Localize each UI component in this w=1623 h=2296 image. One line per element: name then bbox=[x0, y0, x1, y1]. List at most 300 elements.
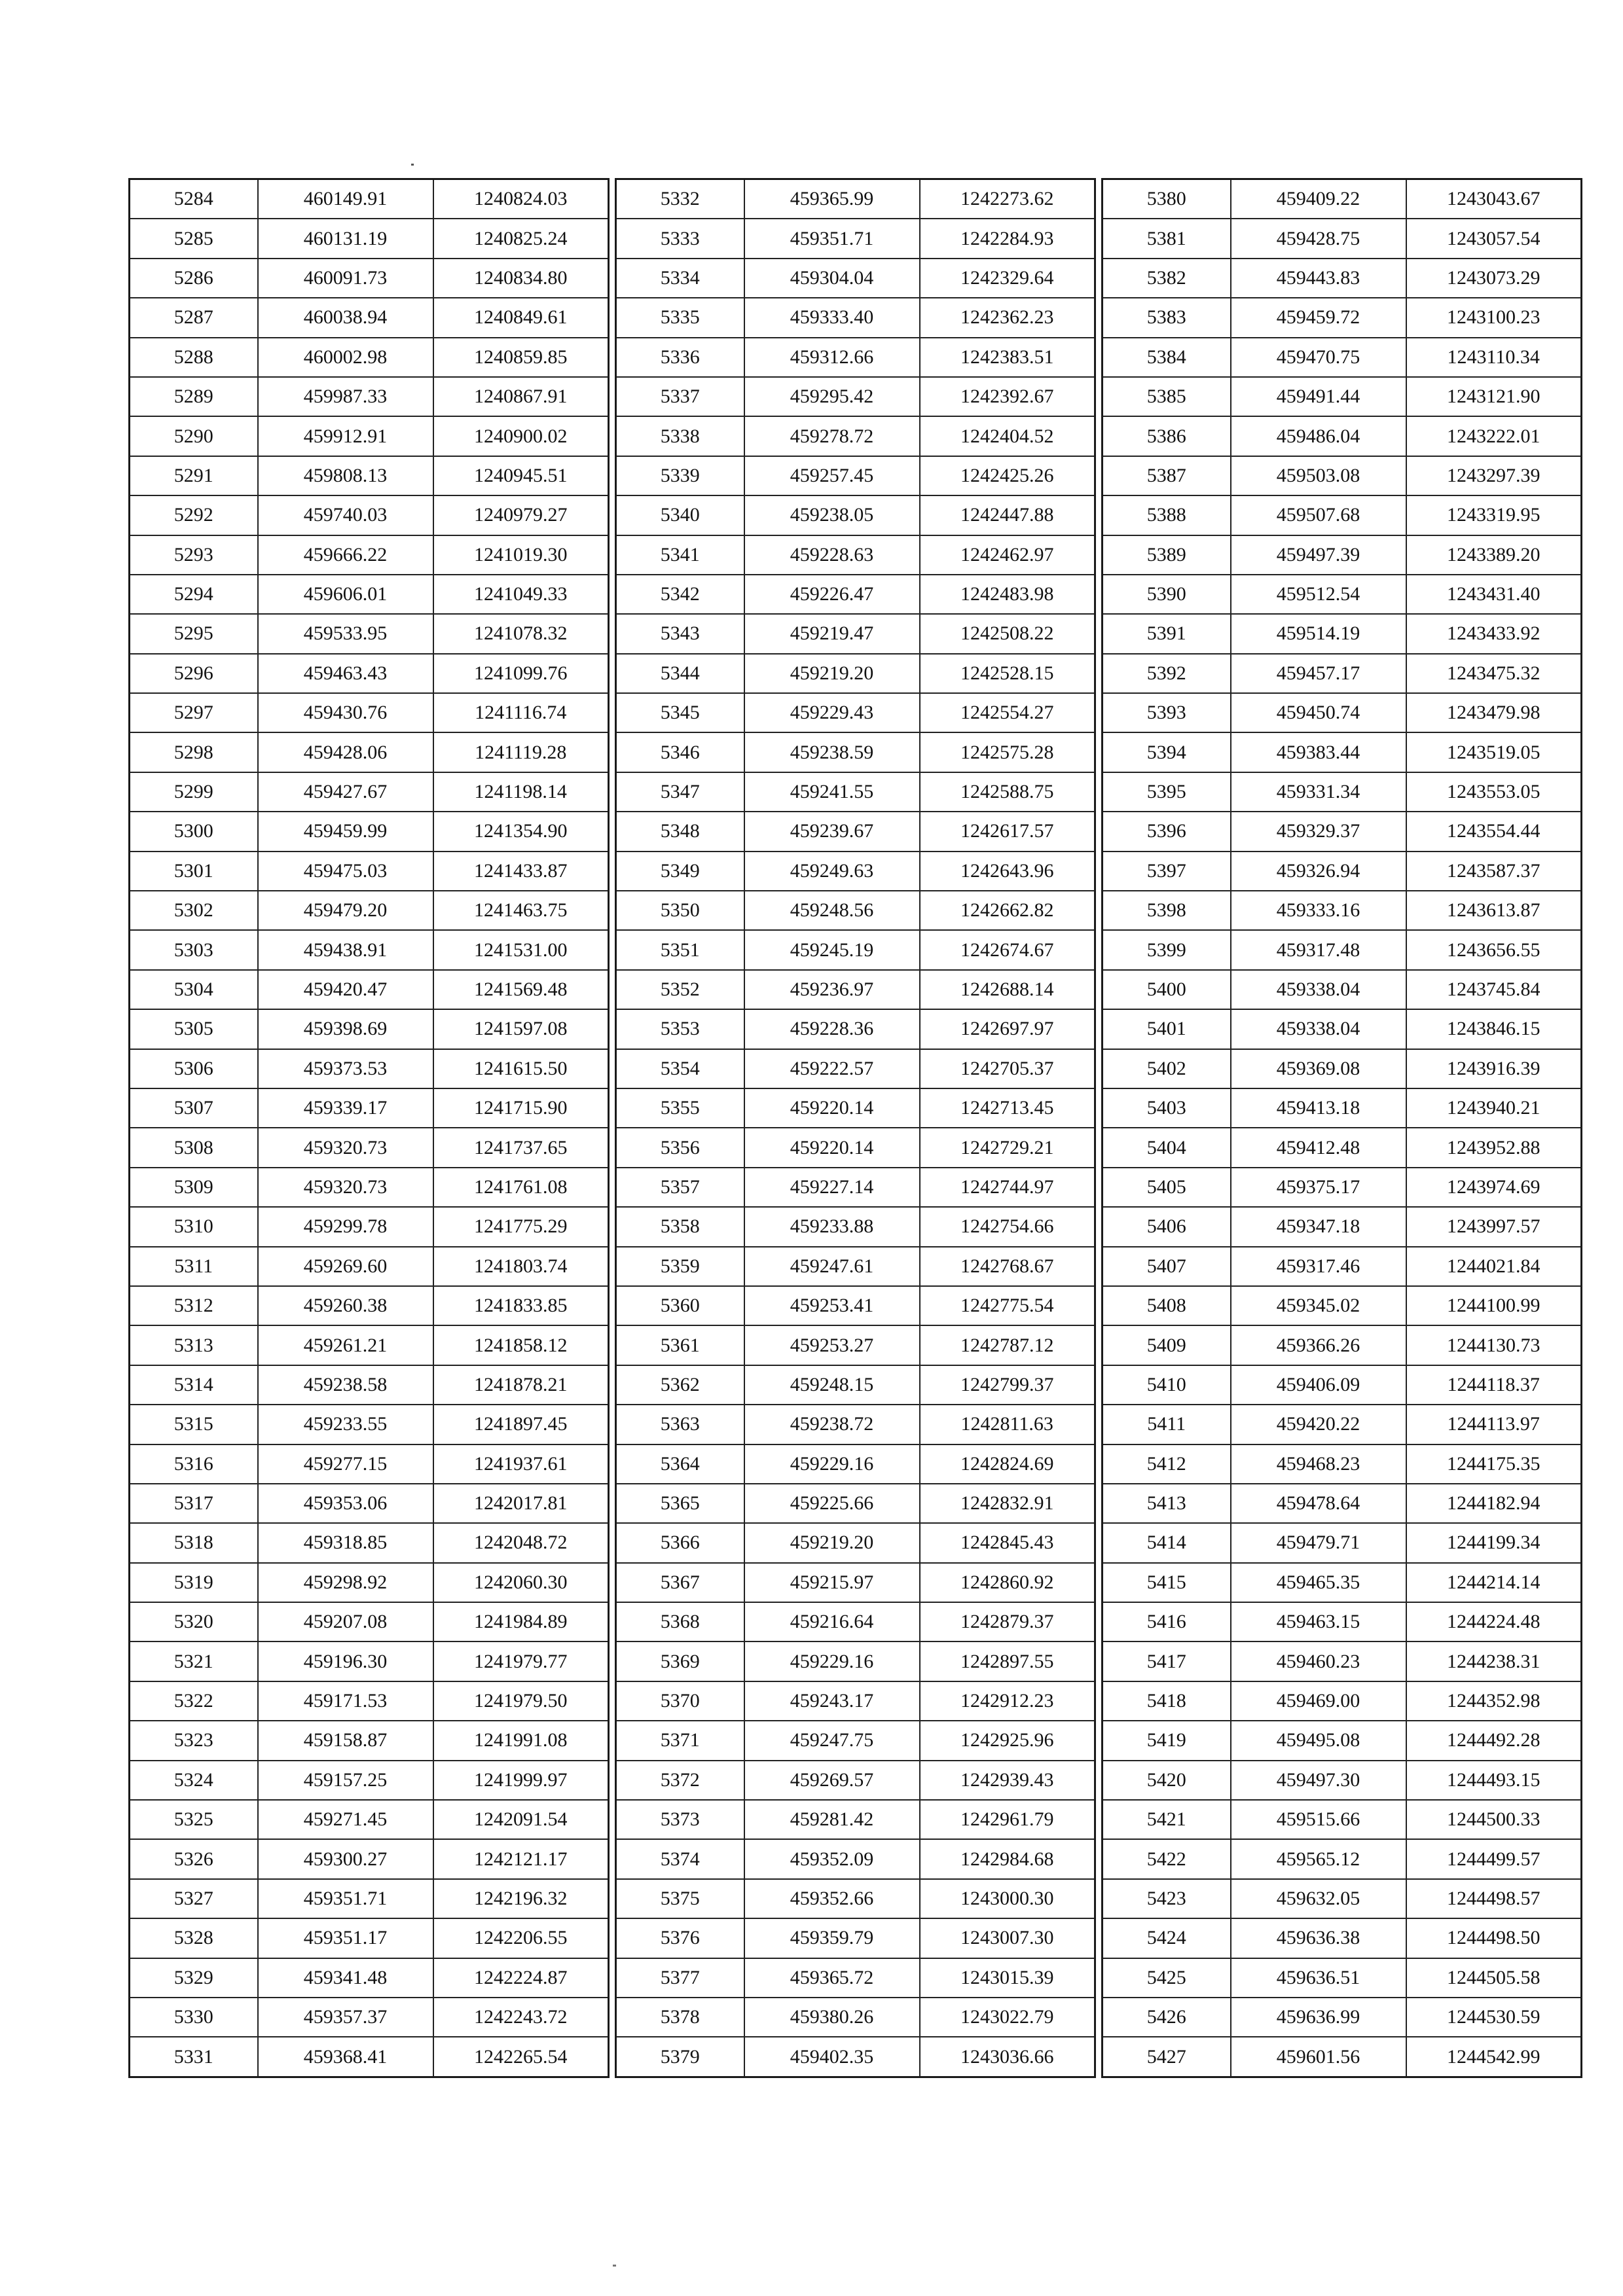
point-number-cell: 5340 bbox=[616, 495, 744, 535]
x-coordinate-cell: 459157.25 bbox=[258, 1761, 433, 1800]
x-coordinate-cell: 459512.54 bbox=[1231, 575, 1406, 614]
table-row bbox=[1103, 1088, 1582, 1128]
x-coordinate-cell: 459331.34 bbox=[1231, 772, 1406, 812]
point-number-cell: 5368 bbox=[616, 1602, 744, 1641]
x-coordinate-cell: 459260.38 bbox=[258, 1286, 433, 1325]
table-row bbox=[130, 1681, 609, 1721]
coordinate-table-3 bbox=[1101, 178, 1582, 2078]
y-coordinate-cell: 1242017.81 bbox=[433, 1484, 609, 1523]
x-coordinate-cell: 459507.68 bbox=[1231, 495, 1406, 535]
point-number-cell: 5381 bbox=[1103, 219, 1231, 258]
table-row bbox=[1103, 575, 1582, 614]
point-number-cell: 5407 bbox=[1103, 1247, 1231, 1286]
x-coordinate-cell: 459345.02 bbox=[1231, 1286, 1406, 1325]
y-coordinate-cell: 1244100.99 bbox=[1406, 1286, 1582, 1325]
table-row bbox=[1103, 1365, 1582, 1405]
x-coordinate-cell: 459238.05 bbox=[744, 495, 920, 535]
y-coordinate-cell: 1242697.97 bbox=[920, 1009, 1095, 1049]
y-coordinate-cell: 1244493.15 bbox=[1406, 1761, 1582, 1800]
table-row bbox=[130, 693, 609, 732]
y-coordinate-cell: 1240834.80 bbox=[433, 259, 609, 298]
point-number-cell: 5312 bbox=[130, 1286, 258, 1325]
x-coordinate-cell: 459402.35 bbox=[744, 2037, 920, 2077]
table-row bbox=[616, 456, 1095, 495]
point-number-cell: 5301 bbox=[130, 852, 258, 891]
y-coordinate-cell: 1243916.39 bbox=[1406, 1049, 1582, 1088]
x-coordinate-cell: 459428.06 bbox=[258, 732, 433, 772]
point-number-cell: 5408 bbox=[1103, 1286, 1231, 1325]
y-coordinate-cell: 1241049.33 bbox=[433, 575, 609, 614]
x-coordinate-cell: 459219.47 bbox=[744, 614, 920, 653]
x-coordinate-cell: 459352.66 bbox=[744, 1879, 920, 1918]
table-row bbox=[130, 1247, 609, 1286]
y-coordinate-cell: 1241984.89 bbox=[433, 1602, 609, 1641]
x-coordinate-cell: 459298.92 bbox=[258, 1563, 433, 1602]
x-coordinate-cell: 459317.46 bbox=[1231, 1247, 1406, 1286]
point-number-cell: 5383 bbox=[1103, 298, 1231, 337]
x-coordinate-cell: 459808.13 bbox=[258, 456, 433, 495]
x-coordinate-cell: 459463.15 bbox=[1231, 1602, 1406, 1641]
y-coordinate-cell: 1242243.72 bbox=[433, 1998, 609, 2037]
x-coordinate-cell: 459413.18 bbox=[1231, 1088, 1406, 1128]
point-number-cell: 5342 bbox=[616, 575, 744, 614]
x-coordinate-cell: 459329.37 bbox=[1231, 812, 1406, 851]
y-coordinate-cell: 1241099.76 bbox=[433, 654, 609, 693]
point-number-cell: 5310 bbox=[130, 1207, 258, 1246]
x-coordinate-cell: 459233.55 bbox=[258, 1405, 433, 1444]
y-coordinate-cell: 1242224.87 bbox=[433, 1958, 609, 1998]
table-row bbox=[130, 575, 609, 614]
x-coordinate-cell: 459261.21 bbox=[258, 1325, 433, 1365]
y-coordinate-cell: 1244500.33 bbox=[1406, 1800, 1582, 1839]
table-row bbox=[130, 1721, 609, 1760]
point-number-cell: 5355 bbox=[616, 1088, 744, 1128]
x-coordinate-cell: 459207.08 bbox=[258, 1602, 433, 1641]
table-row bbox=[1103, 1286, 1582, 1325]
x-coordinate-cell: 459278.72 bbox=[744, 416, 920, 456]
y-coordinate-cell: 1244118.37 bbox=[1406, 1365, 1582, 1405]
x-coordinate-cell: 459375.17 bbox=[1231, 1168, 1406, 1207]
y-coordinate-cell: 1242196.32 bbox=[433, 1879, 609, 1918]
table-row bbox=[616, 1839, 1095, 1878]
x-coordinate-cell: 459300.27 bbox=[258, 1839, 433, 1878]
point-number-cell: 5375 bbox=[616, 1879, 744, 1918]
table-row bbox=[1103, 812, 1582, 851]
table-row bbox=[130, 1444, 609, 1484]
y-coordinate-cell: 1240945.51 bbox=[433, 456, 609, 495]
table-row bbox=[1103, 1444, 1582, 1484]
table-row bbox=[616, 970, 1095, 1009]
y-coordinate-cell: 1243519.05 bbox=[1406, 732, 1582, 772]
table-row bbox=[616, 1879, 1095, 1918]
x-coordinate-cell: 459479.71 bbox=[1231, 1523, 1406, 1562]
y-coordinate-cell: 1243389.20 bbox=[1406, 535, 1582, 575]
point-number-cell: 5304 bbox=[130, 970, 258, 1009]
table-row bbox=[130, 416, 609, 456]
point-number-cell: 5287 bbox=[130, 298, 258, 337]
y-coordinate-cell: 1241979.77 bbox=[433, 1641, 609, 1681]
y-coordinate-cell: 1242575.28 bbox=[920, 732, 1095, 772]
table-row bbox=[616, 495, 1095, 535]
y-coordinate-cell: 1242404.52 bbox=[920, 416, 1095, 456]
x-coordinate-cell: 459459.72 bbox=[1231, 298, 1406, 337]
point-number-cell: 5323 bbox=[130, 1721, 258, 1760]
y-coordinate-cell: 1244499.57 bbox=[1406, 1839, 1582, 1878]
x-coordinate-cell: 459238.59 bbox=[744, 732, 920, 772]
x-coordinate-cell: 459317.48 bbox=[1231, 930, 1406, 969]
x-coordinate-cell: 459281.42 bbox=[744, 1800, 920, 1839]
y-coordinate-cell: 1243043.67 bbox=[1406, 179, 1582, 219]
x-coordinate-cell: 459220.14 bbox=[744, 1088, 920, 1128]
point-number-cell: 5299 bbox=[130, 772, 258, 812]
point-number-cell: 5393 bbox=[1103, 693, 1231, 732]
x-coordinate-cell: 459428.75 bbox=[1231, 219, 1406, 258]
point-number-cell: 5339 bbox=[616, 456, 744, 495]
point-number-cell: 5373 bbox=[616, 1800, 744, 1839]
x-coordinate-cell: 459438.91 bbox=[258, 930, 433, 969]
x-coordinate-cell: 459427.67 bbox=[258, 772, 433, 812]
table-row bbox=[130, 1009, 609, 1049]
point-number-cell: 5426 bbox=[1103, 1998, 1231, 2037]
y-coordinate-cell: 1242787.12 bbox=[920, 1325, 1095, 1365]
y-coordinate-cell: 1242508.22 bbox=[920, 614, 1095, 653]
x-coordinate-cell: 459326.94 bbox=[1231, 852, 1406, 891]
table-row bbox=[130, 1602, 609, 1641]
x-coordinate-cell: 459257.45 bbox=[744, 456, 920, 495]
table-row bbox=[616, 2037, 1095, 2077]
table-row bbox=[1103, 495, 1582, 535]
point-number-cell: 5352 bbox=[616, 970, 744, 1009]
point-number-cell: 5425 bbox=[1103, 1958, 1231, 1998]
y-coordinate-cell: 1243319.95 bbox=[1406, 495, 1582, 535]
table-row bbox=[130, 1365, 609, 1405]
y-coordinate-cell: 1244505.58 bbox=[1406, 1958, 1582, 1998]
table-row bbox=[130, 1286, 609, 1325]
y-coordinate-cell: 1240825.24 bbox=[433, 219, 609, 258]
point-number-cell: 5315 bbox=[130, 1405, 258, 1444]
table-row bbox=[130, 852, 609, 891]
table-row bbox=[616, 1761, 1095, 1800]
y-coordinate-cell: 1242462.97 bbox=[920, 535, 1095, 575]
y-coordinate-cell: 1244530.59 bbox=[1406, 1998, 1582, 2037]
y-coordinate-cell: 1243007.30 bbox=[920, 1918, 1095, 1958]
table-row bbox=[130, 772, 609, 812]
y-coordinate-cell: 1242729.21 bbox=[920, 1128, 1095, 1167]
x-coordinate-cell: 459459.99 bbox=[258, 812, 433, 851]
x-coordinate-cell: 459398.69 bbox=[258, 1009, 433, 1049]
y-coordinate-cell: 1242768.67 bbox=[920, 1247, 1095, 1286]
x-coordinate-cell: 459353.06 bbox=[258, 1484, 433, 1523]
table-row bbox=[1103, 259, 1582, 298]
point-number-cell: 5284 bbox=[130, 179, 258, 219]
point-number-cell: 5314 bbox=[130, 1365, 258, 1405]
y-coordinate-cell: 1240849.61 bbox=[433, 298, 609, 337]
x-coordinate-cell: 459227.14 bbox=[744, 1168, 920, 1207]
point-number-cell: 5387 bbox=[1103, 456, 1231, 495]
table-row bbox=[1103, 891, 1582, 930]
point-number-cell: 5397 bbox=[1103, 852, 1231, 891]
x-coordinate-cell: 459478.64 bbox=[1231, 1484, 1406, 1523]
table-row bbox=[1103, 1721, 1582, 1760]
x-coordinate-cell: 459497.30 bbox=[1231, 1761, 1406, 1800]
y-coordinate-cell: 1242206.55 bbox=[433, 1918, 609, 1958]
y-coordinate-cell: 1242392.67 bbox=[920, 377, 1095, 416]
point-number-cell: 5389 bbox=[1103, 535, 1231, 575]
x-coordinate-cell: 459339.17 bbox=[258, 1088, 433, 1128]
table-row bbox=[616, 1207, 1095, 1246]
point-number-cell: 5362 bbox=[616, 1365, 744, 1405]
table-row bbox=[616, 1641, 1095, 1681]
point-number-cell: 5341 bbox=[616, 535, 744, 575]
y-coordinate-cell: 1242425.26 bbox=[920, 456, 1095, 495]
table-row bbox=[616, 1444, 1095, 1484]
table-row bbox=[130, 259, 609, 298]
x-coordinate-cell: 459236.97 bbox=[744, 970, 920, 1009]
x-coordinate-cell: 459406.09 bbox=[1231, 1365, 1406, 1405]
point-number-cell: 5296 bbox=[130, 654, 258, 693]
point-number-cell: 5356 bbox=[616, 1128, 744, 1167]
x-coordinate-cell: 459450.74 bbox=[1231, 693, 1406, 732]
y-coordinate-cell: 1241937.61 bbox=[433, 1444, 609, 1484]
table-row bbox=[1103, 1998, 1582, 2037]
table-row bbox=[130, 1325, 609, 1365]
x-coordinate-cell: 459229.43 bbox=[744, 693, 920, 732]
point-number-cell: 5317 bbox=[130, 1484, 258, 1523]
point-number-cell: 5406 bbox=[1103, 1207, 1231, 1246]
point-number-cell: 5335 bbox=[616, 298, 744, 337]
y-coordinate-cell: 1243110.34 bbox=[1406, 338, 1582, 377]
point-number-cell: 5311 bbox=[130, 1247, 258, 1286]
y-coordinate-cell: 1242662.82 bbox=[920, 891, 1095, 930]
y-coordinate-cell: 1242713.45 bbox=[920, 1088, 1095, 1128]
y-coordinate-cell: 1242121.17 bbox=[433, 1839, 609, 1878]
x-coordinate-cell: 460131.19 bbox=[258, 219, 433, 258]
x-coordinate-cell: 459269.57 bbox=[744, 1761, 920, 1800]
table-row bbox=[130, 2037, 609, 2077]
y-coordinate-cell: 1242845.43 bbox=[920, 1523, 1095, 1562]
y-coordinate-cell: 1241119.28 bbox=[433, 732, 609, 772]
x-coordinate-cell: 459409.22 bbox=[1231, 179, 1406, 219]
y-coordinate-cell: 1243433.92 bbox=[1406, 614, 1582, 653]
x-coordinate-cell: 459468.23 bbox=[1231, 1444, 1406, 1484]
table-row bbox=[1103, 1484, 1582, 1523]
y-coordinate-cell: 1242588.75 bbox=[920, 772, 1095, 812]
x-coordinate-cell: 459606.01 bbox=[258, 575, 433, 614]
x-coordinate-cell: 459245.19 bbox=[744, 930, 920, 969]
x-coordinate-cell: 459238.58 bbox=[258, 1365, 433, 1405]
point-number-cell: 5343 bbox=[616, 614, 744, 653]
table-row bbox=[130, 1918, 609, 1958]
table-row bbox=[1103, 1761, 1582, 1800]
table-row bbox=[1103, 1958, 1582, 1998]
point-number-cell: 5288 bbox=[130, 338, 258, 377]
table-row bbox=[616, 1128, 1095, 1167]
x-coordinate-cell: 459333.40 bbox=[744, 298, 920, 337]
y-coordinate-cell: 1242897.55 bbox=[920, 1641, 1095, 1681]
y-coordinate-cell: 1242284.93 bbox=[920, 219, 1095, 258]
point-number-cell: 5411 bbox=[1103, 1405, 1231, 1444]
y-coordinate-cell: 1242961.79 bbox=[920, 1800, 1095, 1839]
y-coordinate-cell: 1241897.45 bbox=[433, 1405, 609, 1444]
table-row bbox=[616, 1365, 1095, 1405]
table-row bbox=[616, 812, 1095, 851]
y-coordinate-cell: 1243656.55 bbox=[1406, 930, 1582, 969]
point-number-cell: 5349 bbox=[616, 852, 744, 891]
y-coordinate-cell: 1243073.29 bbox=[1406, 259, 1582, 298]
x-coordinate-cell: 459320.73 bbox=[258, 1128, 433, 1167]
x-coordinate-cell: 459460.23 bbox=[1231, 1641, 1406, 1681]
point-number-cell: 5377 bbox=[616, 1958, 744, 1998]
table-row bbox=[1103, 732, 1582, 772]
y-coordinate-cell: 1242912.23 bbox=[920, 1681, 1095, 1721]
x-coordinate-cell: 459351.71 bbox=[744, 219, 920, 258]
point-number-cell: 5379 bbox=[616, 2037, 744, 2077]
y-coordinate-cell: 1244113.97 bbox=[1406, 1405, 1582, 1444]
table-row bbox=[1103, 1839, 1582, 1878]
table-row bbox=[1103, 1128, 1582, 1167]
x-coordinate-cell: 459318.85 bbox=[258, 1523, 433, 1562]
point-number-cell: 5404 bbox=[1103, 1128, 1231, 1167]
table-row bbox=[616, 1405, 1095, 1444]
y-coordinate-cell: 1243121.90 bbox=[1406, 377, 1582, 416]
y-coordinate-cell: 1242754.66 bbox=[920, 1207, 1095, 1246]
point-number-cell: 5325 bbox=[130, 1800, 258, 1839]
point-number-cell: 5353 bbox=[616, 1009, 744, 1049]
y-coordinate-cell: 1243222.01 bbox=[1406, 416, 1582, 456]
point-number-cell: 5313 bbox=[130, 1325, 258, 1365]
table-row bbox=[616, 1918, 1095, 1958]
table-row bbox=[1103, 456, 1582, 495]
y-coordinate-cell: 1242811.63 bbox=[920, 1405, 1095, 1444]
table-row bbox=[130, 1207, 609, 1246]
point-number-cell: 5338 bbox=[616, 416, 744, 456]
point-number-cell: 5391 bbox=[1103, 614, 1231, 653]
x-coordinate-cell: 459636.99 bbox=[1231, 1998, 1406, 2037]
x-coordinate-cell: 459491.44 bbox=[1231, 377, 1406, 416]
y-coordinate-cell: 1241803.74 bbox=[433, 1247, 609, 1286]
y-coordinate-cell: 1241833.85 bbox=[433, 1286, 609, 1325]
table-row bbox=[130, 495, 609, 535]
point-number-cell: 5336 bbox=[616, 338, 744, 377]
table-row bbox=[1103, 377, 1582, 416]
x-coordinate-cell: 459241.55 bbox=[744, 772, 920, 812]
point-number-cell: 5327 bbox=[130, 1879, 258, 1918]
x-coordinate-cell: 459359.79 bbox=[744, 1918, 920, 1958]
y-coordinate-cell: 1243554.44 bbox=[1406, 812, 1582, 851]
table-row bbox=[616, 852, 1095, 891]
point-number-cell: 5358 bbox=[616, 1207, 744, 1246]
table-row bbox=[616, 219, 1095, 258]
y-coordinate-cell: 1243553.05 bbox=[1406, 772, 1582, 812]
x-coordinate-cell: 459229.16 bbox=[744, 1641, 920, 1681]
x-coordinate-cell: 459632.05 bbox=[1231, 1879, 1406, 1918]
y-coordinate-cell: 1244182.94 bbox=[1406, 1484, 1582, 1523]
point-number-cell: 5376 bbox=[616, 1918, 744, 1958]
table-row bbox=[616, 179, 1095, 219]
table-row bbox=[1103, 1602, 1582, 1641]
y-coordinate-cell: 1242383.51 bbox=[920, 338, 1095, 377]
y-coordinate-cell: 1241999.97 bbox=[433, 1761, 609, 1800]
point-number-cell: 5322 bbox=[130, 1681, 258, 1721]
point-number-cell: 5380 bbox=[1103, 179, 1231, 219]
table-row bbox=[616, 377, 1095, 416]
x-coordinate-cell: 459369.08 bbox=[1231, 1049, 1406, 1088]
x-coordinate-cell: 459226.47 bbox=[744, 575, 920, 614]
table-row bbox=[1103, 1918, 1582, 1958]
x-coordinate-cell: 459247.75 bbox=[744, 1721, 920, 1760]
point-number-cell: 5366 bbox=[616, 1523, 744, 1562]
point-number-cell: 5319 bbox=[130, 1563, 258, 1602]
y-coordinate-cell: 1243022.79 bbox=[920, 1998, 1095, 2037]
x-coordinate-cell: 459333.16 bbox=[1231, 891, 1406, 930]
table-row bbox=[130, 1128, 609, 1167]
x-coordinate-cell: 459475.03 bbox=[258, 852, 433, 891]
y-coordinate-cell: 1242824.69 bbox=[920, 1444, 1095, 1484]
y-coordinate-cell: 1241597.08 bbox=[433, 1009, 609, 1049]
point-number-cell: 5348 bbox=[616, 812, 744, 851]
x-coordinate-cell: 459565.12 bbox=[1231, 1839, 1406, 1878]
table-row bbox=[1103, 1049, 1582, 1088]
point-number-cell: 5320 bbox=[130, 1602, 258, 1641]
y-coordinate-cell: 1240859.85 bbox=[433, 338, 609, 377]
x-coordinate-cell: 459469.00 bbox=[1231, 1681, 1406, 1721]
x-coordinate-cell: 459228.63 bbox=[744, 535, 920, 575]
point-number-cell: 5403 bbox=[1103, 1088, 1231, 1128]
point-number-cell: 5382 bbox=[1103, 259, 1231, 298]
point-number-cell: 5357 bbox=[616, 1168, 744, 1207]
y-coordinate-cell: 1244021.84 bbox=[1406, 1247, 1582, 1286]
table-row bbox=[1103, 1563, 1582, 1602]
x-coordinate-cell: 459636.38 bbox=[1231, 1918, 1406, 1958]
y-coordinate-cell: 1244238.31 bbox=[1406, 1641, 1582, 1681]
y-coordinate-cell: 1241991.08 bbox=[433, 1721, 609, 1760]
y-coordinate-cell: 1242643.96 bbox=[920, 852, 1095, 891]
point-number-cell: 5370 bbox=[616, 1681, 744, 1721]
y-coordinate-cell: 1241433.87 bbox=[433, 852, 609, 891]
table-row bbox=[1103, 2037, 1582, 2077]
point-number-cell: 5308 bbox=[130, 1128, 258, 1167]
x-coordinate-cell: 459171.53 bbox=[258, 1681, 433, 1721]
point-number-cell: 5309 bbox=[130, 1168, 258, 1207]
table-row bbox=[130, 1839, 609, 1878]
y-coordinate-cell: 1241116.74 bbox=[433, 693, 609, 732]
x-coordinate-cell: 459295.42 bbox=[744, 377, 920, 416]
table-row bbox=[1103, 1641, 1582, 1681]
y-coordinate-cell: 1244352.98 bbox=[1406, 1681, 1582, 1721]
table-row bbox=[130, 812, 609, 851]
point-number-cell: 5405 bbox=[1103, 1168, 1231, 1207]
table-row bbox=[616, 1563, 1095, 1602]
x-coordinate-cell: 459366.26 bbox=[1231, 1325, 1406, 1365]
point-number-cell: 5337 bbox=[616, 377, 744, 416]
table-row bbox=[130, 1484, 609, 1523]
x-coordinate-cell: 459248.15 bbox=[744, 1365, 920, 1405]
point-number-cell: 5398 bbox=[1103, 891, 1231, 930]
y-coordinate-cell: 1244130.73 bbox=[1406, 1325, 1582, 1365]
y-coordinate-cell: 1241354.90 bbox=[433, 812, 609, 851]
point-number-cell: 5334 bbox=[616, 259, 744, 298]
point-number-cell: 5307 bbox=[130, 1088, 258, 1128]
table-row bbox=[130, 1523, 609, 1562]
y-coordinate-cell: 1242799.37 bbox=[920, 1365, 1095, 1405]
point-number-cell: 5388 bbox=[1103, 495, 1231, 535]
point-number-cell: 5290 bbox=[130, 416, 258, 456]
point-number-cell: 5361 bbox=[616, 1325, 744, 1365]
point-number-cell: 5419 bbox=[1103, 1721, 1231, 1760]
x-coordinate-cell: 459987.33 bbox=[258, 377, 433, 416]
x-coordinate-cell: 459338.04 bbox=[1231, 970, 1406, 1009]
x-coordinate-cell: 459465.35 bbox=[1231, 1563, 1406, 1602]
